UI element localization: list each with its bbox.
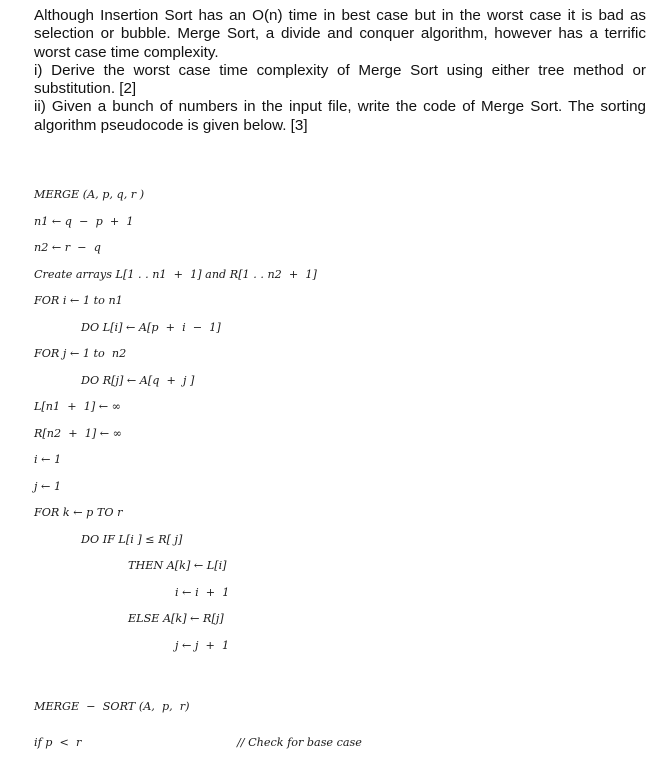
code-line: FOR k ← p TO r — [34, 506, 123, 519]
code-line: Create arrays L[1 . . n1 + 1] and R[1 . . n2 + 1] — [34, 268, 317, 281]
code-line: DO R[j] ← A[q + j ] — [81, 374, 195, 387]
code-line: THEN A[k] ← L[i] — [128, 559, 227, 572]
code-line: j ← j + 1 — [175, 639, 230, 652]
code-line: FOR j ← 1 to n2 — [34, 347, 127, 360]
code-line: n2 ← r − q — [34, 241, 101, 254]
code-line: R[n2 + 1] ← ∞ — [34, 427, 122, 440]
merge-sort-signature: MERGE − SORT (A, p, r) — [34, 700, 190, 713]
code-line: n1 ← q − p + 1 — [34, 215, 134, 228]
code-line: j ← 1 — [34, 480, 62, 493]
code-line: DO L[i] ← A[p + i − 1] — [81, 321, 221, 334]
code-line: i ← i + 1 — [175, 586, 230, 599]
question-part-ii: ii) Given a bunch of numbers in the input file, write the code of Merge Sort. The sorting algorithm pseudocode is given below. [3] — [34, 98, 646, 134]
code-line: ELSE A[k] ← R[j] — [128, 612, 224, 625]
merge-signature: MERGE (A, p, q, r ) — [34, 188, 145, 201]
code-line: i ← 1 — [34, 453, 62, 466]
code-line: L[n1 + 1] ← ∞ — [34, 400, 122, 413]
base-case-condition: if p < r — [34, 736, 82, 749]
question-intro: Although Insertion Sort has an O(n) time in best case but in the worst case it is bad as selection or bubble. Merge Sort, a divide and conquer algorithm, however has a terrific worst case time complexity. — [34, 7, 646, 61]
base-case-comment: // Check for base case — [237, 736, 362, 749]
question-part-i: i) Derive the worst case time complexity of Merge Sort using either tree method or substitution. [2] — [34, 61, 646, 98]
code-line: DO IF L[i ] ≤ R[ j] — [81, 533, 183, 546]
code-line: FOR i ← 1 to n1 — [34, 294, 123, 307]
